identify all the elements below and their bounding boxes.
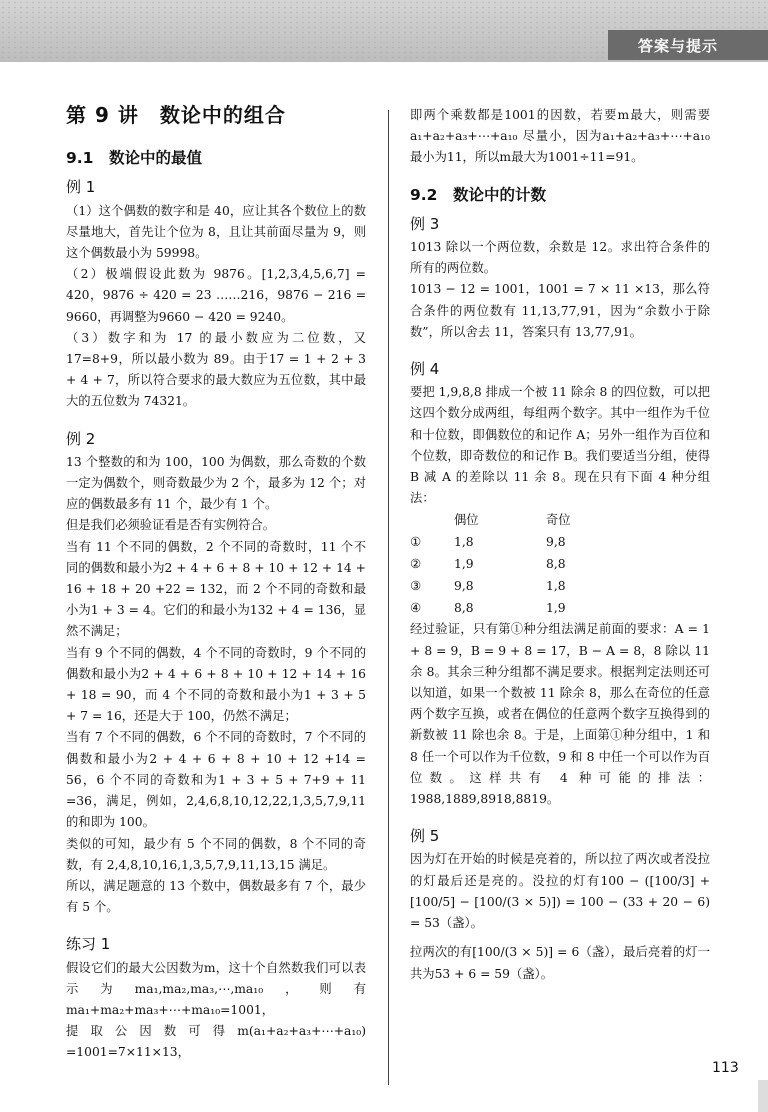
example-2-para-4: 当有 9 个不同的偶数，4 个不同的奇数时，9 个不同的偶数和最小为2 + 4 + 6 + 8 + 10 + 12 + 14 + 16 + 18 = 90，而 4 个不同的奇数和最小为1 + 3 + 5 + 7 = 16，还是大于 100，仍然不满足； <box>66 645 366 724</box>
example-4-para-1: 要把 1,9,8,8 排成一个被 11 除余 8 的四位数，可以把这四个数分成两组，每组两个数字。其中一组作为千位和十位数，即偶数位的和记作 A；另外一组作为百位和个位数，即奇数位的和记作 B。我们要适当分组，使得 B 减 A 的差除以 11 余 8。现在只有下面 4 种分组法： <box>410 385 710 506</box>
table-row <box>410 531 626 553</box>
example-2-para-6: 类似的可知，最少有 5 个不同的偶数，8 个不同的奇数，有 2,4,8,10,16,1,3,5,7,9,11,13,15 满足。 <box>66 836 366 872</box>
table-cell: 1,8 <box>546 578 566 593</box>
table-cell: ① <box>410 534 422 549</box>
practice-1-para-2: 提取公因数可得m(a₁+a₂+a₃+⋯+a₁₀) =1001=7×11×13， <box>66 1024 366 1060</box>
table-cell: 1,8 <box>454 534 474 549</box>
table-header-row <box>410 509 626 531</box>
table-cell: 9,8 <box>546 534 566 549</box>
table-header-odd: 奇位 <box>546 512 571 527</box>
table-row <box>410 597 626 619</box>
page-header <box>0 0 768 62</box>
example-1-title: 例 1 <box>66 178 96 197</box>
table-cell: 8,8 <box>454 600 474 615</box>
example-1-part-3: （3）数字和为 17 的最小数应为二位数，又 17=8+9，所以最小数为 89。由于17 = 1 + 2 + 3 + 4 + 7，所以符合要求的最大数应为五位数，其中最大的五位数为 74321。 <box>66 330 366 409</box>
chapter-title: 第 9 讲 数论中的组合 <box>66 103 286 127</box>
example-2-para-1: 13 个整数的和为 100，100 为偶数，那么奇数的个数一定为偶数个，则奇数最少为 2 个，最多为 12 个；对应的偶数最多有 11 个，最少有 1 个。 <box>66 454 366 512</box>
example-1-part-2: （2）极端假设此数为 9876。[1,2,3,4,5,6,7] = 420，9876 ÷ 420 = 23 ……216，9876 − 216 = 9660，再调整为9660 − 420 = 9240。 <box>66 267 366 324</box>
example-5-title: 例 5 <box>410 827 440 846</box>
table-row <box>410 553 626 575</box>
example-2-para-2: 但是我们必须验证看是否有实例符合。 <box>66 518 276 533</box>
grouping-table <box>410 509 626 619</box>
example-3-title: 例 3 <box>410 214 440 233</box>
example-3-para-1: 1013 除以一个两位数，余数是 12。求出符合条件的所有的两位数。 <box>410 240 710 276</box>
practice-1-para-1: 假设它们的最大公因数为m，这十个自然数我们可以表示为ma₁,ma₂,ma₃,⋯,ma₁₀，则有ma₁+ma₂+ma₃+⋯+ma₁₀=1001， <box>66 960 366 1017</box>
example-1-part-1: （1）这个偶数的数字和是 40，应让其各个数位上的数尽量地大，首先让个位为 8，且让其前面尽量为 9，则这个偶数最小为 59998。 <box>66 203 366 261</box>
table-cell: 1,9 <box>454 556 474 571</box>
example-5-para-1: 因为灯在开始的时候是亮着的，所以拉了两次或者没拉的灯最后还是亮的。没拉的灯有100 − ([100/3] + [100/5] − [100/(3 × 5)]) = 100 − (33 + 20 − 6) = 53（盏）。 <box>410 852 710 931</box>
example-2-para-7: 所以，满足题意的 13 个数中，偶数最多有 7 个，最少有 5 个。 <box>66 878 366 915</box>
column-divider <box>388 110 389 1085</box>
example-4-title: 例 4 <box>410 360 440 379</box>
example-3-para-2: 1013 − 12 = 1001，1001 = 7 × 11 ×13，那么符合条件的两位数有 11,13,77,91，因为“余数小于除数”，所以舍去 11，答案只有 13,77,91。 <box>410 282 710 339</box>
left-column <box>66 105 366 1064</box>
example-2-para-5: 当有 7 个不同的偶数，6 个不同的奇数时，7 个不同的偶数和最小为2 + 4 + 6 + 8 + 10 + 12 +14 = 56，6 个不同的奇数和为1 + 3 + 5 + 7+9 + 11 =36，满足，例如，2,4,6,8,10,12,22,1,3,5,7,9,11 的和即为 100。 <box>66 730 366 830</box>
page-number: 113 <box>712 1060 739 1076</box>
header-tab <box>608 30 768 60</box>
example-2-para-3: 当有 11 个不同的偶数，2 个不同的奇数时，11 个不同的偶数和最小为2 + 4 + 6 + 8 + 10 + 12 + 14 + 16 + 18 + 20 +22 = 132，而 2 个不同的奇数和最小为1 + 3 = 4。它们的和最小为132 + 4 = 136，显然不满足； <box>66 539 366 639</box>
section-title-9-1: 9.1 数论中的最值 <box>66 149 202 168</box>
header-label: 答案与提示 <box>638 37 719 55</box>
table-cell: ④ <box>410 600 422 615</box>
practice-1-continued: 即两个乘数都是1001的因数，若要m最大，则需要a₁+a₂+a₃+⋯+a₁₀ 尽量小，因为a₁+a₂+a₃+⋯+a₁₀ 最小为11，所以m最大为1001÷11=91。 <box>410 108 710 165</box>
example-4-para-2: 经过验证，只有第①种分组法满足前面的要求：A = 1 + 8 = 9，B = 9 + 8 = 17，B − A = 8，8 除以 11 余 8。其余三种分组都不满足要求。根据判定法则还可以知道，如果一个数被 11 除余 8，那么在奇位的任意两个数字互换，或者在偶位的任意两个数字互换得到的新数被 11 除也余 8。于是，上面第①种分组中，1 和 8 任一个可以作为千位数，9 和 8 中任一个可以作为百位数。这样共有 4 种可能的排法：1988,1889,8918,8819。 <box>410 622 710 807</box>
table-cell: ② <box>410 556 422 571</box>
example-5-para-2: 拉两次的有[100/(3 × 5)] = 6（盏），最后亮着的灯一共为53 + 6 = 59（盏）。 <box>410 945 710 981</box>
section-title-9-2: 9.2 数论中的计数 <box>410 185 546 204</box>
table-row <box>410 575 626 597</box>
table-cell: 8,8 <box>546 556 566 571</box>
page-edge <box>758 1080 768 1112</box>
table-cell: 9,8 <box>454 578 474 593</box>
table-cell: ③ <box>410 578 422 593</box>
practice-1-title: 练习 1 <box>66 935 111 954</box>
table-header-even: 偶位 <box>454 512 479 527</box>
table-cell: 1,9 <box>546 600 566 615</box>
example-2-title: 例 2 <box>66 429 96 448</box>
right-column <box>410 105 710 985</box>
